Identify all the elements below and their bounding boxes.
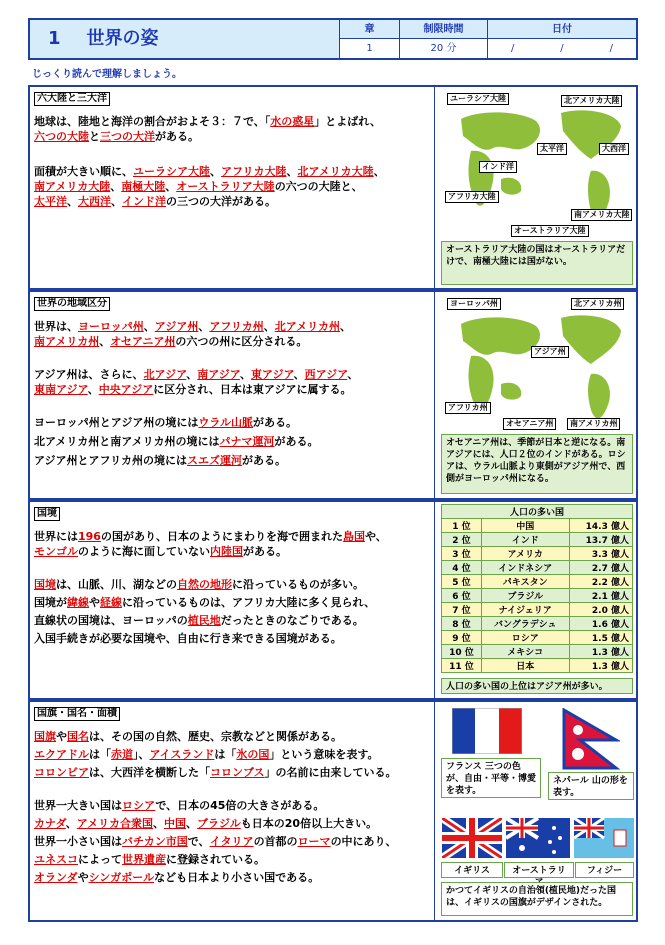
date-cell [488,20,636,58]
paragraph: 地球は、陸地と海洋の割合がおよそ３：７で、「水の惑星」とよばれ、 六つの大陸と三つの大洋がある。 [34,115,381,143]
table-row [442,659,633,673]
rank-cell: 5 位 [442,575,482,589]
rank-cell: 3 位 [442,547,482,561]
table-row [442,561,633,575]
lesson-number: 1 [48,28,61,49]
population-cell: 1.6 億人 [569,617,633,631]
country-cell: 中国 [481,519,569,533]
population-cell: 1.3 億人 [569,659,633,673]
table-row [442,645,633,659]
france-flag-icon [452,708,522,754]
flag-label: オーストラリ [504,862,574,878]
paragraph: 世界一小さい国はバチカン市国で、イタリアの首都のローマの中にあり、 [34,835,397,848]
paragraph: 世界には196の国があり、日本のようにまわりを海で囲まれた島国や、 モンゴルのように海に面していない内陸国がある。 [34,530,387,558]
info-note: オセアニア州は、季節が日本と逆になる。南アジアには、人口２位のインドがある。ロシアは、ウラル山脈より東側がアジア州で、西側がヨーロッパ州になる。 [441,434,633,494]
rank-cell: 10 位 [442,645,482,659]
map-tag: オーストラリア大陸 [511,225,589,237]
nepal-flag-icon [560,708,620,770]
uk-flag-icon [442,818,502,858]
paragraph: 北アメリカ州と南アメリカ州の境にはパナマ運河がある。 [34,435,319,448]
fiji-flag-icon [574,818,634,858]
population-cell: 14.3 億人 [569,519,633,533]
paragraph: コロンビアは、大西洋を横断した「コロンブス」の名前に由来している。 [34,766,397,779]
paragraph: 直線状の国境は、ヨーロッパの植民地だったときのなごりである。 [34,614,364,627]
chapter-cell [340,20,400,58]
rank-cell: 8 位 [442,617,482,631]
chapter-value: 1 [366,43,373,54]
time-cell [400,20,488,58]
population-cell: 2.1 億人 [569,589,633,603]
australia-flag-icon [506,818,570,858]
paragraph: エクアドルは「赤道」、アイスランドは「氷の国」という意味を表す。 [34,748,379,761]
map-tag: アジア州 [531,346,569,358]
date-field[interactable]: / / / [510,43,613,54]
population-table [441,504,633,673]
instruction-text: じっくり読んで理解しましょう。 [32,69,182,80]
section-label: 六大陸と三大洋 [34,92,110,106]
rank-cell: 1 位 [442,519,482,533]
country-cell: 日本 [481,659,569,673]
paragraph: 国境は、山脈、川、湖などの自然の地形に沿っているものが多い。 [34,578,364,591]
map-tag: アフリカ大陸 [445,191,499,203]
lesson-title: 世界の姿 [86,28,159,49]
section-text [30,292,435,498]
flag-label: フィジー [575,862,634,878]
paragraph: 入国手続きが必要な国境や、自由に行き来できる国境がある。 [34,632,342,645]
paragraph: 国旗や国名は、その国の自然、歴史、宗教などと関係がある。 [34,730,342,743]
section-text [30,87,435,288]
section-flags [28,700,638,922]
info-note: 人口の多い国の上位はアジア州が多い。 [441,678,633,694]
paragraph: オランダやシンガポールなども日本より小さい国である。 [34,871,320,884]
population-cell: 3.3 億人 [569,547,633,561]
france-caption: フランス 三つの色が、自由・平等・博愛を表す。 [441,758,541,798]
country-cell: アメリカ [481,547,569,561]
info-note: かつてイギリスの自治領(植民地)だった国は、イギリスの国旗がデザインされた。 [441,882,633,916]
paragraph: カナダ、アメリカ合衆国、中国、ブラジルも日本の20倍以上大きい。 [34,817,378,830]
paragraph: アジア州は、さらに、北アジア、南アジア、東アジア、西アジア、 東南アジア、中央アジアに区分され、日本は東アジアに属する。 [34,368,359,396]
time-label: 制限時間 [400,20,487,39]
map-tag: インド洋 [479,161,517,173]
rank-cell: 4 位 [442,561,482,575]
page-title [30,20,340,58]
map-tag: 大西洋 [599,143,629,155]
time-value: 20 分 [430,43,457,54]
paragraph: アジア州とアフリカ州の境にはスエズ運河がある。 [34,454,287,467]
map-tag: 北アメリカ大陸 [561,95,622,107]
country-cell: メキシコ [481,645,569,659]
region-map [441,296,633,432]
paragraph: 世界一大きい国はロシアで、日本の45倍の大きさがある。 [34,799,325,812]
flag-label: イギリス [441,862,503,878]
population-cell: 2.0 億人 [569,603,633,617]
section-label: 国境 [34,507,60,521]
table-row [442,617,633,631]
world-map [441,91,633,239]
table-row [442,589,633,603]
map-tag: アフリカ州 [445,402,491,414]
info-note: オーストラリア大陸の国はオーストラリアだけで、南極大陸には国がない。 [441,241,633,285]
map-tag: 太平洋 [537,143,567,155]
population-cell: 2.2 億人 [569,575,633,589]
table-row [442,533,633,547]
section-label: 国旗・国名・面積 [34,707,120,721]
country-cell: バングラデシュ [481,617,569,631]
map-tag: 南アメリカ州 [567,418,620,430]
section-label: 世界の地域区分 [34,297,110,311]
table-row [442,519,633,533]
country-cell: インドネシア [481,561,569,575]
worksheet-header [28,18,638,60]
section-text [30,502,435,698]
country-cell: ロシア [481,631,569,645]
section-continents [28,85,638,290]
chapter-label: 章 [340,20,399,39]
country-cell: インド [481,533,569,547]
rank-cell: 6 位 [442,589,482,603]
table-row [442,603,633,617]
table-row [442,547,633,561]
paragraph: ヨーロッパ州とアジア州の境にはウラル山脈がある。 [34,416,298,429]
paragraph: 面積が大きい順に、ユーラシア大陸、アフリカ大陸、北アメリカ大陸、 南アメリカ大陸、南極大陸、オーストラリア大陸の六つの大陸と、 太平洋、大西洋、インド洋の三つの大洋がある。 [34,165,385,208]
paragraph: ユネスコによって世界遺産に登録されている。 [34,853,265,866]
map-tag: ユーラシア大陸 [447,93,509,105]
map-tag: 南アメリカ大陸 [571,209,632,221]
section-text [30,702,435,920]
map-tag: 北アメリカ州 [571,298,624,310]
country-cell: ナイジェリア [481,603,569,617]
rank-cell: 7 位 [442,603,482,617]
section-regions [28,290,638,500]
rank-cell: 11 位 [442,659,482,673]
population-cell: 2.7 億人 [569,561,633,575]
paragraph: 国境が緯線や経線に沿っているものは、アフリカ大陸に多く見られ、 [34,596,376,609]
table-row [442,631,633,645]
rank-cell: 2 位 [442,533,482,547]
population-cell: 1.3 億人 [569,645,633,659]
table-row [442,575,633,589]
country-cell: ブラジル [481,589,569,603]
population-cell: 13.7 億人 [569,533,633,547]
section-borders [28,500,638,700]
country-cell: パキスタン [481,575,569,589]
date-label: 日付 [488,20,636,39]
map-tag: オセアニア州 [503,418,556,430]
table-title: 人口の多い国 [442,505,633,519]
rank-cell: 9 位 [442,631,482,645]
paragraph: 世界は、ヨーロッパ州、アジア州、アフリカ州、北アメリカ州、 南アメリカ州、オセアニア州の六つの州に区分される。 [34,320,352,348]
population-cell: 1.5 億人 [569,631,633,645]
map-tag: ヨーロッパ州 [447,298,501,310]
nepal-caption: ネパール 山の形を表す。 [548,772,634,800]
